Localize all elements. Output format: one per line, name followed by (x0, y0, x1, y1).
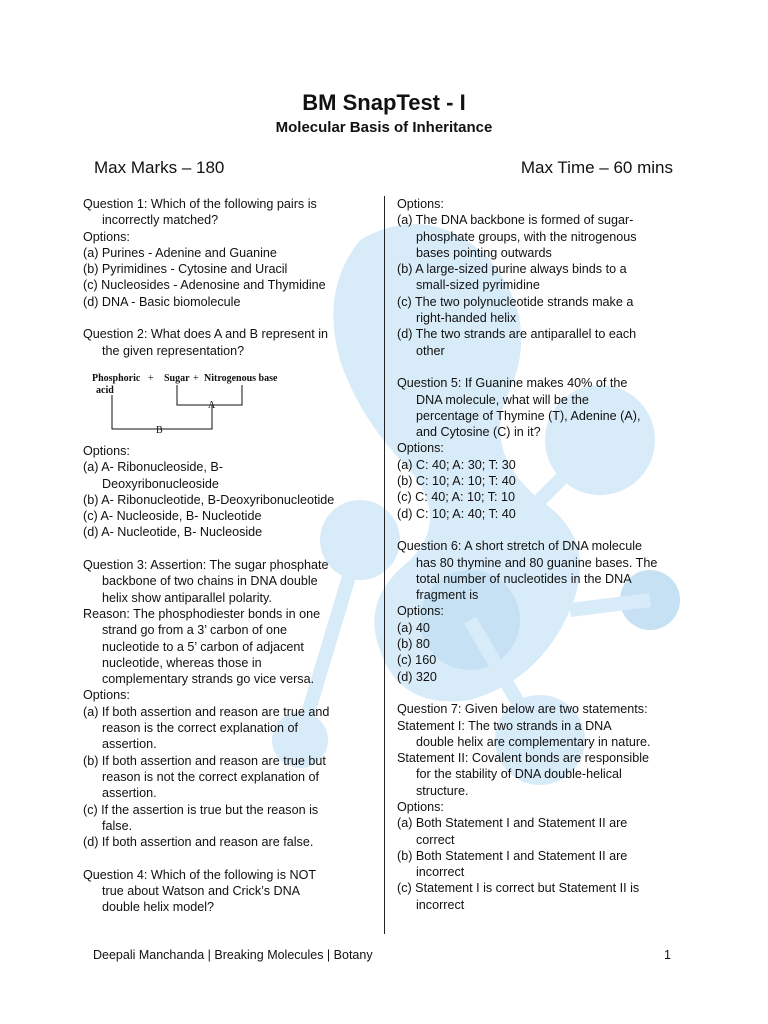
option: (a) Both Statement I and Statement II are (397, 816, 628, 831)
question-text: incorrectly matched? (102, 213, 219, 228)
diagram-plus: + (193, 372, 199, 384)
options-label: Options: (397, 197, 444, 211)
option-continued: bases pointing outwards (416, 245, 552, 260)
assertion-text: helix show antiparallel polarity. (102, 590, 272, 605)
footer-author: Deepali Manchanda | Breaking Molecules | Botany (93, 948, 373, 962)
assertion-text: backbone of two chains in DNA double (102, 574, 318, 589)
options-label: Options: (83, 443, 130, 458)
column-divider (384, 196, 385, 934)
question-text: true about Watson and Crick’s DNA (102, 883, 301, 898)
question-1 (83, 196, 373, 310)
option-continued: other (416, 343, 445, 358)
question-text: total number of nucleotides in the DNA (416, 571, 632, 586)
question-text: has 80 thymine and 80 guanine bases. The (416, 555, 658, 570)
assertion-text: Question 3: Assertion: The sugar phosphate (83, 558, 329, 573)
option-continued: false. (102, 818, 133, 833)
question-text: Question 5: If Guanine makes 40% of the (397, 376, 628, 391)
option: (b) Pyrimidines - Cytosine and Uracil (83, 262, 288, 277)
question-3 (83, 557, 373, 850)
option: (d) 320 (397, 669, 437, 684)
statement-2-continued: for the stability of DNA double-helical (416, 767, 622, 782)
diagram-label-acid: acid (96, 384, 114, 396)
question-text: the given representation? (102, 343, 245, 358)
option: (b) 80 (397, 637, 430, 652)
option: (a) A- Ribonucleoside, B- (83, 460, 223, 475)
option-continued: reason is not the correct explanation of (102, 769, 320, 784)
option: (d) C: 10; A: 40; T: 40 (397, 506, 516, 521)
option: (c) A- Nucleoside, B- Nucleotide (83, 509, 262, 524)
reason-text: Reason: The phosphodiester bonds in one (83, 606, 321, 621)
option: (d) If both assertion and reason are false. (83, 835, 314, 850)
reason-text: nucleotide to a 5’ carbon of adjacent (102, 639, 304, 654)
question-4-options (397, 196, 682, 359)
option: (a) Purines - Adenine and Guanine (83, 245, 277, 260)
statement-2-continued: structure. (416, 783, 469, 798)
question-6 (397, 538, 682, 685)
question-2 (83, 326, 373, 540)
question-text: fragment is (416, 588, 479, 603)
option-continued: small-sized pyrimidine (416, 278, 540, 293)
question-text: percentage of Thymine (T), Adenine (A), (416, 408, 641, 423)
option: (c) Statement I is correct but Statement II is (397, 881, 640, 896)
option-continued: phosphate groups, with the nitrogenous (416, 229, 637, 244)
option-continued: assertion. (102, 786, 157, 801)
option: (a) The DNA backbone is formed of sugar- (397, 213, 634, 228)
question-text: and Cytosine (C) in it? (416, 425, 541, 440)
reason-text: complementary strands go vice versa. (102, 672, 315, 687)
option: (c) C: 40; A: 10; T: 10 (397, 490, 516, 505)
option-continued: incorrect (416, 865, 465, 880)
question-text: double helix model? (102, 900, 215, 915)
statement-1: Statement I: The two strands in a DNA (397, 718, 612, 733)
diagram-label-phosphoric: Phosphoric (92, 372, 141, 384)
page-title: BM SnapTest - I (302, 90, 466, 115)
reason-text: strand go from a 3’ carbon of one (102, 623, 288, 638)
nucleotide-diagram (92, 365, 292, 437)
question-4 (83, 867, 373, 916)
option: (c) If the assertion is true but the reason is (83, 802, 319, 817)
question-text: Question 2: What does A and B represent in (83, 327, 329, 342)
option-continued: right-handed helix (416, 311, 517, 326)
diagram-plus: + (148, 372, 154, 384)
options-label: Options: (83, 688, 130, 703)
option: (a) If both assertion and reason are true and (83, 704, 330, 719)
left-column (83, 196, 373, 916)
statement-2: Statement II: Covalent bonds are responsible (397, 751, 650, 766)
option-continued: Deoxyribonucleoside (102, 476, 219, 491)
option: (b) A large-sized purine always binds to a (397, 262, 627, 277)
option: (c) 160 (397, 653, 437, 668)
question-text: Question 6: A short stretch of DNA molecule (397, 539, 642, 554)
max-marks: Max Marks – 180 (94, 158, 225, 177)
option: (b) Both Statement I and Statement II are (397, 848, 628, 863)
option: (b) C: 10; A: 10; T: 40 (397, 474, 516, 489)
options-label: Options: (397, 604, 444, 619)
page-subtitle: Molecular Basis of Inheritance (275, 119, 493, 136)
option-continued: correct (416, 832, 455, 847)
diagram-brackets (92, 365, 292, 437)
option: (d) A- Nucleotide, B- Nucleoside (83, 525, 263, 540)
diagram-label-sugar: Sugar (164, 372, 190, 384)
question-5 (397, 375, 682, 522)
options-label: Options: (397, 441, 444, 456)
option: (d) The two strands are antiparallel to each (397, 327, 637, 342)
option: (c) The two polynucleotide strands make a (397, 294, 634, 309)
option-continued: assertion. (102, 737, 157, 752)
diagram-label-base: Nitrogenous base (204, 372, 278, 384)
options-label: Options: (397, 799, 444, 814)
option: (b) A- Ribonucleotide, B-Deoxyribonucleotide (83, 492, 335, 507)
max-time: Max Time – 60 mins (520, 158, 673, 177)
statement-1-continued: double helix are complementary in nature. (416, 734, 651, 749)
right-column (397, 196, 682, 913)
option-continued: reason is the correct explanation of (102, 721, 299, 736)
question-text: Question 1: Which of the following pairs is (83, 197, 317, 211)
question-text: DNA molecule, what will be the (416, 392, 589, 407)
question-text: Question 4: Which of the following is NOT (83, 867, 317, 882)
page-number: 1 (664, 948, 671, 962)
diagram-label-b: B (156, 424, 163, 436)
reason-text: nucleotide, whereas those in (102, 655, 262, 670)
diagram-label-a: A (208, 399, 216, 411)
option-continued: incorrect (416, 897, 465, 912)
option: (d) DNA - Basic biomolecule (83, 294, 241, 309)
question-7 (397, 701, 682, 913)
option: (a) 40 (397, 620, 430, 635)
option: (c) Nucleosides - Adenosine and Thymidine (83, 278, 326, 293)
options-label: Options: (83, 229, 130, 244)
option: (b) If both assertion and reason are true but (83, 753, 326, 768)
option: (a) C: 40; A: 30; T: 30 (397, 457, 516, 472)
question-text: Question 7: Given below are two statements: (397, 702, 648, 717)
